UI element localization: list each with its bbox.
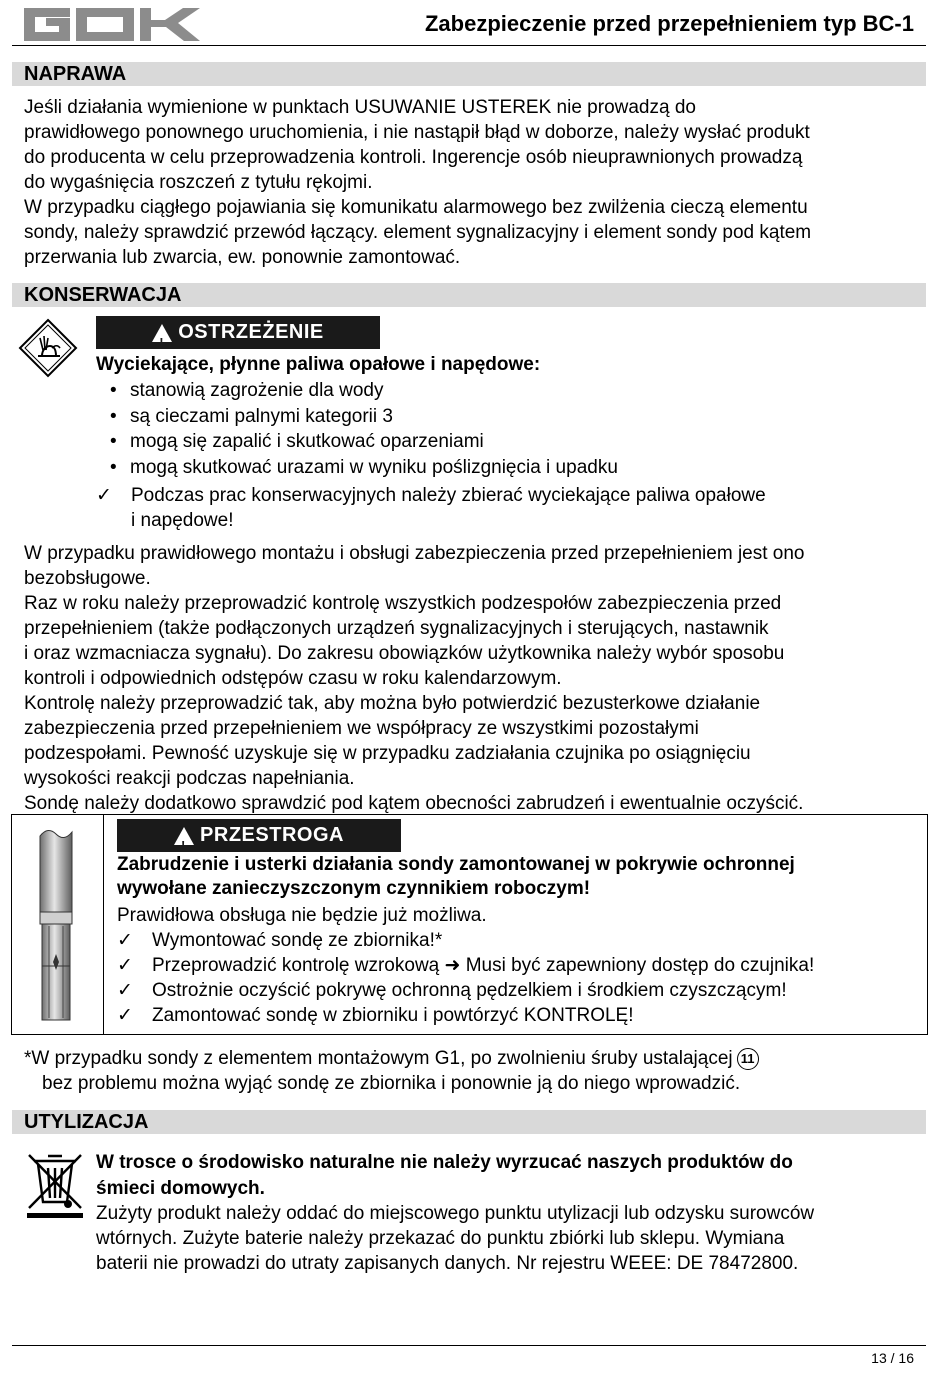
warning-bullet-list bbox=[108, 378, 618, 480]
utylizacja-headline bbox=[96, 1150, 793, 1202]
list-item: • są cieczami palnymi kategorii 3 bbox=[108, 404, 618, 430]
footnote bbox=[24, 1046, 924, 1096]
probe-icon bbox=[36, 826, 76, 1024]
footnote-line: bez problemu można wyjąć sondę ze zbiornika i ponownie ją do niego wprowadzić. bbox=[42, 1073, 741, 1094]
reference-number-icon: 11 bbox=[737, 1048, 759, 1070]
text-line: przepełnieniem (także podłączonych urządzeń sygnalizacyjnych i sterujących, nastawnik bbox=[24, 618, 769, 639]
text-line: Zużyty produkt należy oddać do miejscowego punktu utylizacji lub odzysku surowców bbox=[96, 1203, 815, 1224]
header-divider bbox=[12, 45, 926, 46]
utylizacja-text bbox=[96, 1201, 926, 1276]
action-text: Ostrożnie oczyścić pokrywę ochronną pędzelkiem i środkiem czyszczącym! bbox=[152, 980, 787, 1001]
headline-line: Zabrudzenie i usterki działania sondy zamontowanej w pokrywie ochronnej bbox=[117, 854, 795, 875]
section-heading-utylizacja: UTYLIZACJA bbox=[12, 1110, 926, 1134]
action-text: Zamontować sondę w zbiorniku i powtórzyć KONTROLĘ! bbox=[152, 1005, 634, 1026]
warning-badge-label: OSTRZEŻENIE bbox=[178, 321, 324, 343]
warning-headline: Wyciekające, płynne paliwa opałowe i napędowe: bbox=[96, 354, 541, 375]
warning-badge bbox=[96, 316, 380, 349]
naprawa-text bbox=[24, 95, 929, 270]
text-line: baterii nie prowadzi do utraty zapisanych danych. Nr rejestru WEEE: DE 78472800. bbox=[96, 1253, 799, 1274]
list-item bbox=[117, 978, 922, 1003]
list-item: • mogą się zapalić i skutkować oparzeniami bbox=[108, 429, 618, 455]
text-line: wysokości reakcji podczas napełniania. bbox=[24, 768, 355, 789]
text-line: W przypadku ciągłego pojawiania się komunikatu alarmowego bez zwilżenia cieczą elementu bbox=[24, 197, 808, 218]
footer-divider bbox=[12, 1345, 926, 1346]
warning-triangle-icon bbox=[152, 324, 172, 342]
text-line: do producenta w celu przeprowadzenia kontroli. Ingerencje osób nieuprawnionych prowadzą bbox=[24, 147, 803, 168]
text-line: kontroli i odpowiednich odstępów czasu w roku kalendarzowym. bbox=[24, 668, 562, 689]
checkmark-icon: ✓ bbox=[117, 980, 133, 1001]
text-line: i oraz wzmacniacza sygnału). Do zakresu obowiązków użytkownika należy wybór sposobu bbox=[24, 643, 785, 664]
gok-logo bbox=[24, 8, 200, 41]
text-line: wtórnych. Zużyte baterie należy przekazać do punktu zbiórki lub sklepu. Wymiana bbox=[96, 1228, 785, 1249]
weee-crossed-bin-icon bbox=[24, 1150, 86, 1220]
headline-line: śmieci domowych. bbox=[96, 1178, 265, 1199]
text-line: zabezpieczenia przed przepełnieniem we współpracy ze wszystkimi pozostałymi bbox=[24, 718, 699, 739]
caution-subtext: Prawidłowa obsługa nie będzie już możliwa. bbox=[117, 905, 487, 926]
konserwacja-text bbox=[24, 541, 929, 816]
page-number: 13 / 16 bbox=[871, 1350, 914, 1366]
caution-triangle-icon bbox=[174, 827, 194, 845]
action-text: Przeprowadzić kontrolę wzrokową ➜ Musi być zapewniony dostęp do czujnika! bbox=[152, 955, 815, 976]
section-heading-konserwacja: KONSERWACJA bbox=[12, 283, 926, 307]
caution-action-list bbox=[117, 928, 922, 1028]
text-line: W przypadku prawidłowego montażu i obsługi zabezpieczenia przed przepełnieniem jest ono bbox=[24, 543, 805, 564]
checkmark-icon: ✓ bbox=[117, 930, 133, 951]
environment-hazard-icon bbox=[18, 318, 78, 378]
list-item: • stanowią zagrożenie dla wody bbox=[108, 378, 618, 404]
list-item bbox=[117, 953, 922, 978]
text-line: podzespołami. Pewność uzyskuje się w przypadku zadziałania czujnika po osiągnięciu bbox=[24, 743, 751, 764]
action-text: Wymontować sondę ze zbiornika!* bbox=[152, 930, 443, 951]
text-line: bezobsługowe. bbox=[24, 568, 151, 589]
text-line: Sondę należy dodatkowo sprawdzić pod kątem obecności zabrudzeń i ewentualnie oczyścić. bbox=[24, 793, 804, 814]
headline-line: W trosce o środowisko naturalne nie należy wyrzucać naszych produktów do bbox=[96, 1152, 793, 1173]
footnote-line: *W przypadku sondy z elementem montażowym G1, po zwolnieniu śruby ustalającej bbox=[24, 1048, 733, 1069]
document-title: Zabezpieczenie przed przepełnieniem typ BC-1 bbox=[424, 11, 914, 36]
caution-badge-label: PRZESTROGA bbox=[200, 824, 344, 846]
text-line: Jeśli działania wymienione w punktach USUWANIE USTEREK nie prowadzą do bbox=[24, 97, 696, 118]
checkmark-icon: ✓ bbox=[117, 1005, 133, 1026]
text-line: Raz w roku należy przeprowadzić kontrolę wszystkich podzespołów zabezpieczenia przed bbox=[24, 593, 782, 614]
checkmark-icon: ✓ bbox=[96, 485, 112, 506]
action-line: Podczas prac konserwacyjnych należy zbierać wyciekające paliwa opałowe bbox=[131, 485, 766, 506]
headline-line: wywołane zanieczyszczonym czynnikiem roboczym! bbox=[117, 878, 591, 899]
text-line: prawidłowego ponownego uruchomienia, i nie nastąpił błąd w doborze, należy wysłać produkt bbox=[24, 122, 810, 143]
list-item: • mogą skutkować urazami w wyniku poślizgnięcia i upadku bbox=[108, 455, 618, 481]
text-line: Kontrolę należy przeprowadzić tak, aby można było potwierdzić bezusterkowe działanie bbox=[24, 693, 761, 714]
text-line: przerwania lub zwarcia, ew. ponownie zamontować. bbox=[24, 247, 461, 268]
list-item bbox=[117, 928, 922, 953]
text-line: do wygaśnięcia roszczeń z tytułu rękojmi. bbox=[24, 172, 373, 193]
warning-action bbox=[96, 483, 896, 533]
caution-box-divider bbox=[103, 814, 104, 1035]
list-item bbox=[117, 1003, 922, 1028]
text-line: sondy, należy sprawdzić przewód łączący. element sygnalizacyjny i element sondy pod kątem bbox=[24, 222, 812, 243]
action-line: i napędowe! bbox=[131, 510, 234, 531]
caution-headline bbox=[117, 853, 795, 901]
caution-badge bbox=[117, 819, 401, 852]
section-heading-naprawa: NAPRAWA bbox=[12, 62, 926, 86]
checkmark-icon: ✓ bbox=[117, 955, 133, 976]
